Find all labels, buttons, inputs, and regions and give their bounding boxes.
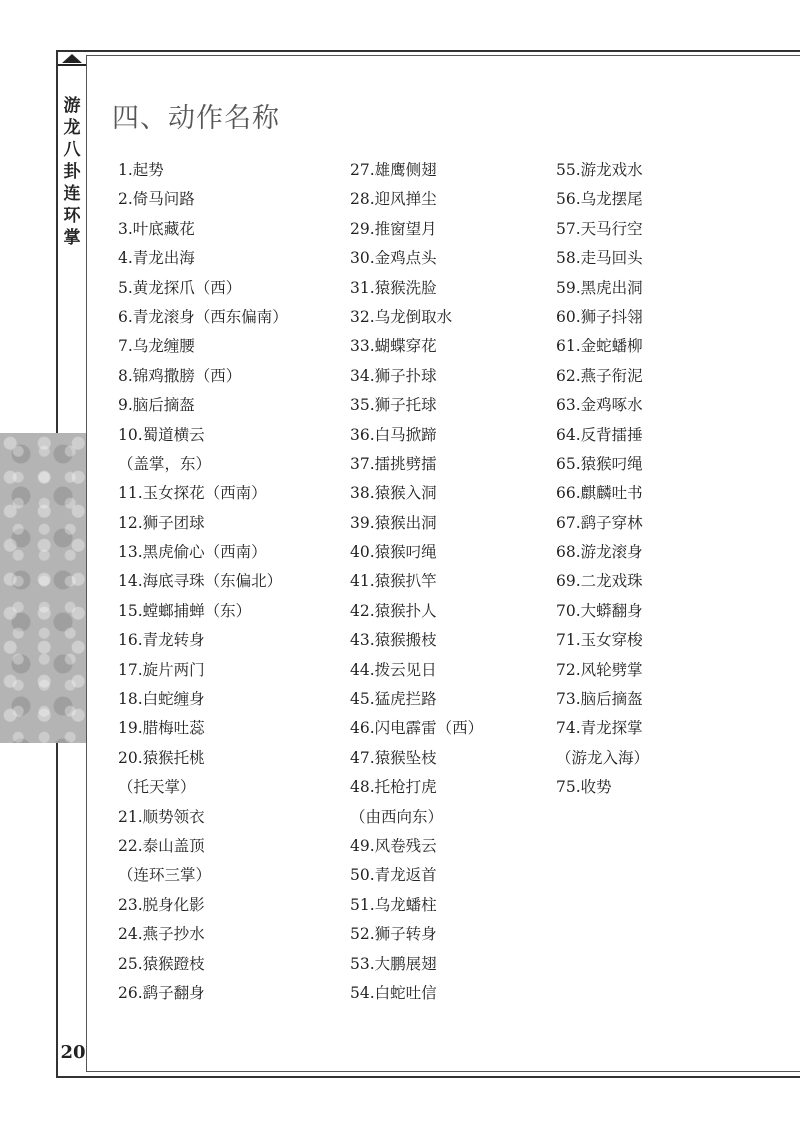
move-item: 37.擂挑劈擂 [350,454,437,473]
move-item: 39.猿猴出洞 [350,513,437,532]
move-item: 33.蝴蝶穿花 [350,337,437,356]
move-item: 5.黄龙探爪（西） [118,278,242,297]
move-item: （游龙入海） [556,748,650,767]
move-item: 64.反背擂捶 [556,425,643,444]
move-item: 18.白蛇缠身 [118,690,205,709]
move-item: 29.推窗望月 [350,219,437,238]
move-item: 11.玉女探花（西南） [118,484,267,503]
move-item: 6.青龙滚身（西东偏南） [118,307,288,326]
move-item: （托天掌） [118,778,196,797]
book-title-vertical [59,95,85,249]
move-item: 12.狮子团球 [118,513,205,532]
move-item: 3.叶底藏花 [118,219,195,238]
move-item: 32.乌龙倒取水 [350,307,453,326]
move-item: 68.游龙滚身 [556,543,643,562]
move-item: 31.猿猴洗脸 [350,278,437,297]
move-item: 63.金鸡啄水 [556,396,643,415]
move-item: 7.乌龙缠腰 [118,337,195,356]
move-item: 51.乌龙蟠柱 [350,895,437,914]
move-item: 23.脱身化影 [118,895,205,914]
move-item: 72.风轮劈掌 [556,660,643,679]
move-item: 10.蜀道横云 [118,425,205,444]
move-item: 8.锦鸡撒膀（西） [118,366,242,385]
move-item: 48.托枪打虎 [350,778,437,797]
triangle-up-icon [62,54,82,63]
move-item: 25.猿猴蹬枝 [118,954,205,973]
move-item: 55.游龙戏水 [556,161,643,179]
move-item: 58.走马回头 [556,249,643,268]
move-item: 16.青龙转身 [118,631,205,650]
book-title-char: 掌 [63,228,81,248]
move-item: （连环三掌） [118,866,212,885]
book-title-char: 环 [63,206,81,226]
move-item: 17.旋片两门 [118,660,205,679]
move-item: 74.青龙探掌 [556,719,643,738]
move-item: 28.迎风掸尘 [350,190,437,209]
book-title-char: 八 [63,140,81,160]
move-item: 38.猿猴入洞 [350,484,437,503]
move-item: 43.猿猴搬枝 [350,631,437,650]
move-item: 69.二龙戏珠 [556,572,643,591]
move-item: 35.狮子托球 [350,396,437,415]
move-item: 34.狮子扑球 [350,366,437,385]
move-item: 1.起势 [118,161,164,179]
move-item: 4.青龙出海 [118,249,195,268]
move-item: 30.金鸡点头 [350,249,437,268]
move-item: 73.脑后摘盔 [556,690,643,709]
moves-column-1 [118,156,288,1008]
bottom-rule [86,1071,800,1072]
move-item: 49.风卷残云 [350,836,437,855]
section-title: 四、动作名称 [112,103,280,134]
move-item: 67.鹞子穿林 [556,513,643,532]
move-item: 27.雄鹰侧翅 [350,161,437,179]
move-item: 66.麒麟吐书 [556,484,643,503]
top-rule [86,55,800,56]
book-title-char: 游 [63,96,81,116]
move-item: 75.收势 [556,778,612,797]
move-item: 9.脑后摘盔 [118,396,195,415]
move-item: 36.白马掀蹄 [350,425,437,444]
book-title-char: 连 [63,184,81,204]
move-item: 40.猿猴叼绳 [350,543,437,562]
move-item: 19.腊梅吐蕊 [118,719,205,738]
moves-column-3 [556,156,649,803]
move-item: 59.黑虎出洞 [556,278,643,297]
move-item: 62.燕子衔泥 [556,366,643,385]
move-item: 53.大鹏展翅 [350,954,437,973]
move-item: 13.黑虎偷心（西南） [118,543,267,562]
move-item: 61.金蛇蟠柳 [556,337,643,356]
move-item: 47.猿猴坠枝 [350,748,437,767]
book-title-char: 卦 [63,162,81,182]
book-title-char: 龙 [63,118,81,138]
move-item: 44.拨云见日 [350,660,437,679]
move-item: 14.海底寻珠（东偏北） [118,572,283,591]
move-item: 60.狮子抖翎 [556,307,643,326]
sidebar-divider [86,55,87,1072]
move-item: 54.白蛇吐信 [350,983,437,1002]
move-item: 50.青龙返首 [350,866,437,885]
move-item: 71.玉女穿梭 [556,631,643,650]
move-item: 65.猿猴叼绳 [556,454,643,473]
move-item: 15.螳螂捕蝉（东） [118,601,252,620]
move-item: 21.顺势领衣 [118,807,205,826]
move-item: 2.倚马问路 [118,190,195,209]
move-item: 45.猛虎拦路 [350,690,437,709]
move-item: 26.鹞子翻身 [118,983,205,1002]
move-item: 46.闪电霹雷（西） [350,719,484,738]
page-number: 20 [60,1042,86,1063]
move-item: 70.大蟒翻身 [556,601,643,620]
move-item: 52.狮子转身 [350,925,437,944]
move-item: （盖掌，东） [118,454,212,473]
move-item: 20.猿猴托桃 [118,748,205,767]
move-item: 56.乌龙摆尾 [556,190,643,209]
floral-pattern-decoration [0,433,86,743]
move-item: （由西向东） [350,807,444,826]
move-item: 24.燕子抄水 [118,925,205,944]
sidebar-header-bar [58,64,86,66]
move-item: 41.猿猴扒竿 [350,572,437,591]
move-item: 42.猿猴扑人 [350,601,437,620]
moves-column-2 [350,156,483,1008]
move-item: 57.天马行空 [556,219,643,238]
move-item: 22.泰山盖顶 [118,836,205,855]
